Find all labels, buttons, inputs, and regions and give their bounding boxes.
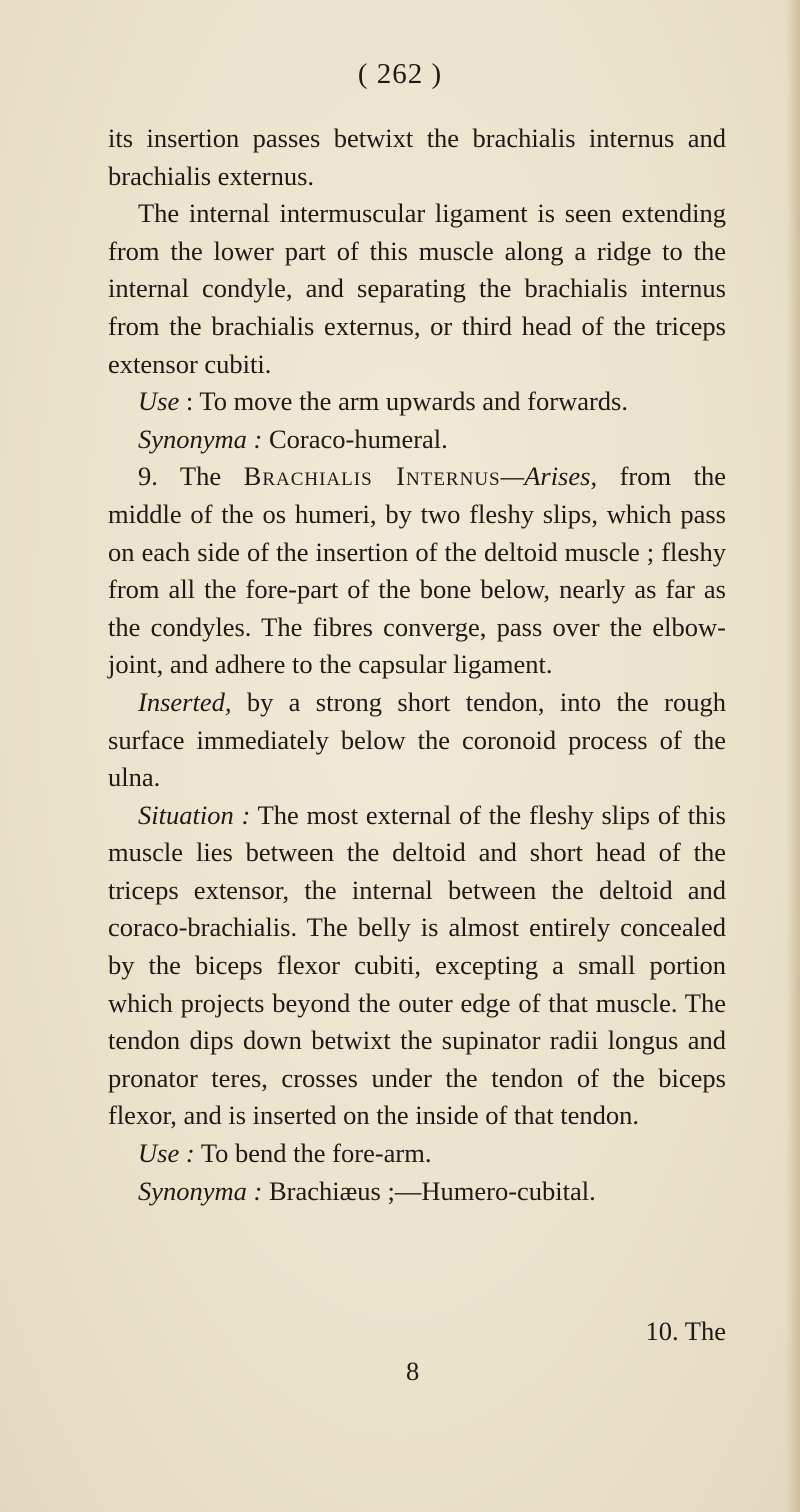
body-text bbox=[108, 120, 726, 1210]
paragraph-situation bbox=[108, 797, 726, 1135]
page-edge-shadow bbox=[786, 0, 800, 1512]
signature-mark: 8 bbox=[406, 1356, 420, 1386]
arises-text: from the middle of the os humeri, by two fleshy slips, which pass on each side of the insertion of the deltoid muscle ; fleshy from all the fore-part of the bone below, nearly as far as the condyles. The fibres converge, pass over the elbow-joint, and adhere to the capsular ligament. bbox=[108, 461, 727, 680]
synonyma-text: Brachiæus ;—Humero-cubital. bbox=[262, 1175, 596, 1206]
use-label: Use bbox=[138, 386, 180, 417]
catchword: 10. The bbox=[645, 1316, 726, 1346]
paragraph-brachialis-internus bbox=[108, 458, 726, 684]
synonyma-text: Coraco-humeral. bbox=[262, 423, 448, 454]
muscle-name: Brachialis Internus bbox=[243, 461, 501, 492]
paragraph-continuation: its insertion passes betwixt the brachialis internus and brachialis externus. bbox=[108, 123, 726, 191]
paragraph-synonyma-coraco bbox=[108, 421, 726, 459]
situation-text: The most external of the fleshy slips of this muscle lies between the deltoid and short head of the triceps extensor, the internal between the deltoid and coraco-brachialis. The belly is almost entirely concealed by the biceps flexor cubiti, excepting a small portion which projects beyond the outer edge of that muscle. The tendon dips down betwixt the supinator radii longus and pronator teres, crosses under the tendon of the biceps flexor, and is inserted on the inside of that tendon. bbox=[108, 799, 726, 1131]
synonyma-label: Synonyma : bbox=[138, 423, 263, 454]
inserted-text: by a strong short tendon, into the rough surface immediately below the coronoid process of the ulna. bbox=[108, 686, 726, 793]
section-number: 9. The bbox=[138, 461, 244, 492]
paragraph-intermuscular-ligament: The internal intermuscular ligament is seen extending from the lower part of this muscle along a ridge to the internal condyle, and separating the brachialis internus from the brachialis externus, or third head of the triceps extensor cubiti. bbox=[108, 198, 726, 379]
use-text: To bend the fore-arm. bbox=[194, 1138, 432, 1169]
synonyma-label: Synonyma : bbox=[138, 1175, 263, 1206]
paragraph-use-coraco bbox=[108, 383, 726, 421]
situation-label: Situation : bbox=[138, 799, 251, 830]
inserted-label: Inserted, bbox=[138, 686, 232, 717]
paragraph-inserted bbox=[108, 684, 726, 797]
paragraph-use-brachialis bbox=[108, 1135, 726, 1173]
arises-label: —Arises, bbox=[500, 461, 598, 492]
use-label: Use : bbox=[138, 1138, 195, 1169]
use-text: : To move the arm upwards and forwards. bbox=[179, 386, 628, 417]
page-number: ( 262 ) bbox=[357, 58, 443, 90]
page-footer bbox=[108, 1316, 726, 1392]
paragraph-synonyma-brachialis bbox=[108, 1173, 726, 1211]
